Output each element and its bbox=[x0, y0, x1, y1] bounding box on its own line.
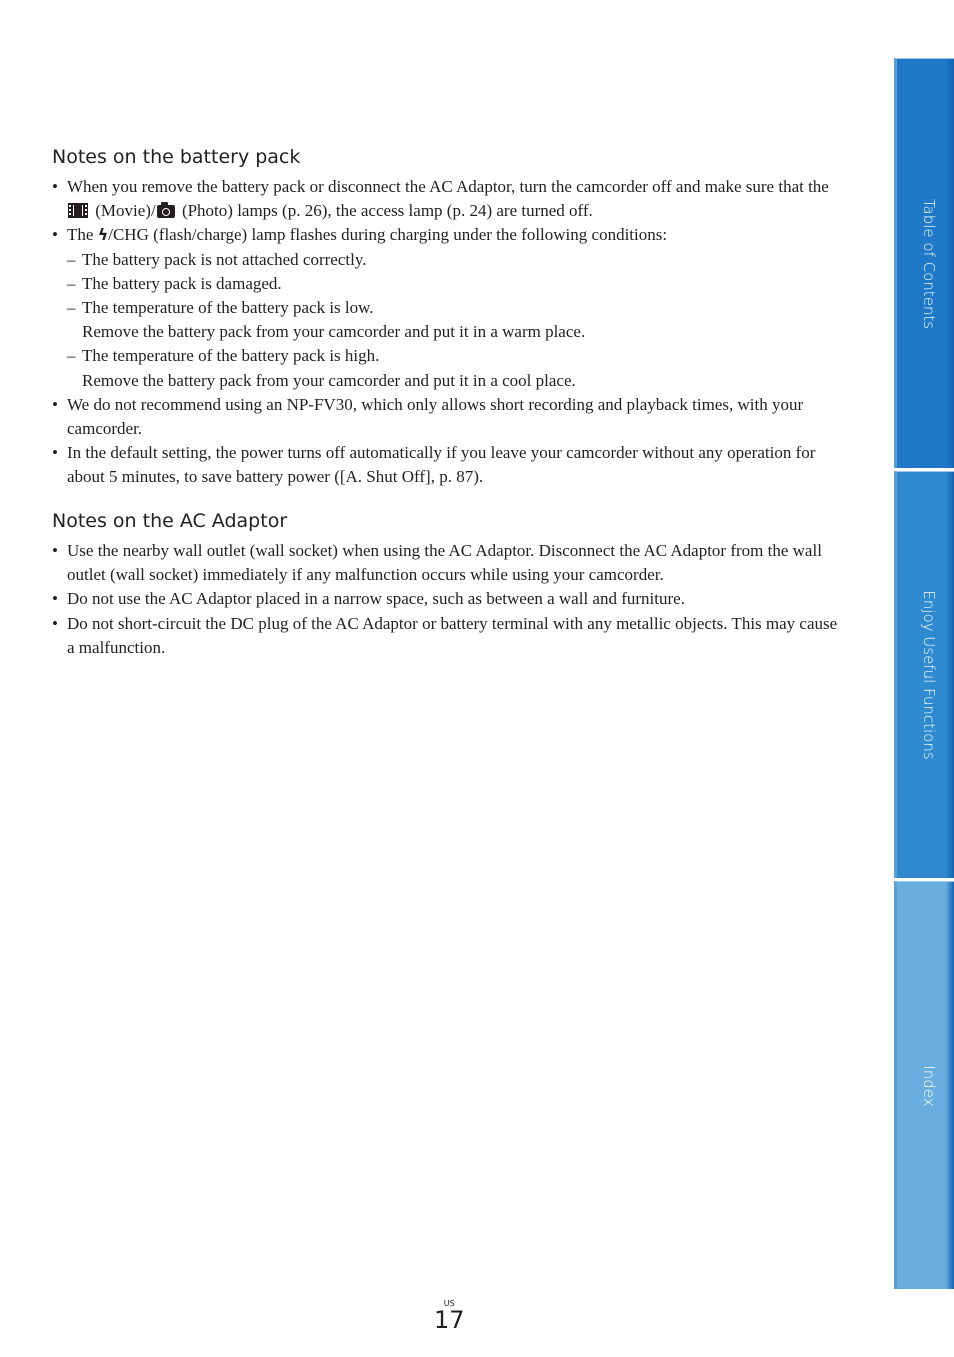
tab-label: Index bbox=[920, 1064, 938, 1107]
sub-list-item: – The temperature of the battery pack is low. Remove the battery pack from your camcorder and put it in a warm place. bbox=[67, 298, 586, 342]
section-heading-ac-adaptor: Notes on the AC Adaptor bbox=[52, 510, 288, 532]
list-item: • In the default setting, the power turns off automatically if you leave your camcorder without any operation for about 5 minutes, to save battery power ([A. Shut Off], p. 87). bbox=[52, 443, 816, 487]
list-item: • Use the nearby wall outlet (wall socket) when using the AC Adaptor. Disconnect the AC Adaptor from the wall outlet (wall socket) immediately if any malfunction occurs while using your camcorder. bbox=[52, 541, 822, 585]
page-region-code: US bbox=[443, 1299, 455, 1308]
list-item: • Do not use the AC Adaptor placed in a narrow space, such as between a wall and furniture. bbox=[52, 587, 842, 611]
tab-table-of-contents[interactable] bbox=[894, 58, 954, 468]
flash-icon: ϟ bbox=[97, 225, 109, 245]
bullet: • bbox=[52, 443, 58, 463]
camera-icon bbox=[157, 205, 175, 218]
tab-label: Table of Contents bbox=[920, 198, 938, 329]
bullet: • bbox=[52, 613, 58, 633]
tab-index[interactable] bbox=[894, 881, 954, 1289]
list-item: • When you remove the battery pack or disconnect the AC Adaptor, turn the camcorder off and make sure that the (Movie)/ (Photo) lamps (p. 26), the access lamp (p. 24) are turned off. bbox=[52, 177, 829, 221]
sub-list-item: – The battery pack is damaged. bbox=[67, 273, 282, 293]
bullet: • bbox=[52, 225, 58, 245]
tab-enjoy-useful-functions[interactable] bbox=[894, 471, 954, 878]
conditions-list bbox=[67, 248, 842, 393]
section-heading-battery: Notes on the battery pack bbox=[52, 146, 301, 168]
list-item: • Do not short-circuit the DC plug of the AC Adaptor or battery terminal with any metallic objects. This may cause a malfunction. bbox=[52, 613, 838, 657]
ac-adaptor-notes-list bbox=[52, 539, 842, 660]
list-item: • We do not recommend using an NP-FV30, which only allows short recording and playback times, with your camcorder. bbox=[52, 394, 804, 439]
tab-label: Enjoy Useful Functions bbox=[920, 590, 938, 760]
sub-list-item: – The temperature of the battery pack is high. Remove the battery pack from your camcorder and put it in a cool place. bbox=[67, 346, 576, 390]
bullet: • bbox=[52, 394, 58, 414]
bullet: • bbox=[52, 589, 58, 609]
bullet: • bbox=[52, 177, 58, 196]
page-number bbox=[434, 1300, 465, 1333]
movie-icon bbox=[68, 203, 88, 218]
sub-list-item: – The battery pack is not attached correctly. bbox=[67, 249, 367, 269]
bullet: • bbox=[52, 541, 58, 560]
page-num: 17 bbox=[434, 1306, 465, 1334]
list-item: • The ϟ/CHG (flash/charge) lamp flashes during charging under the following conditions: – The battery pack is not attached correctly. – The battery pack is damaged. – The temperature of the battery pack is low. Remove the battery pack from your camcorder and put it in a warm place. – The temperature of the battery pack is high. Remove the battery pack from your camcorder and put it in a cool place. bbox=[52, 223, 842, 392]
battery-notes-list bbox=[52, 175, 842, 490]
